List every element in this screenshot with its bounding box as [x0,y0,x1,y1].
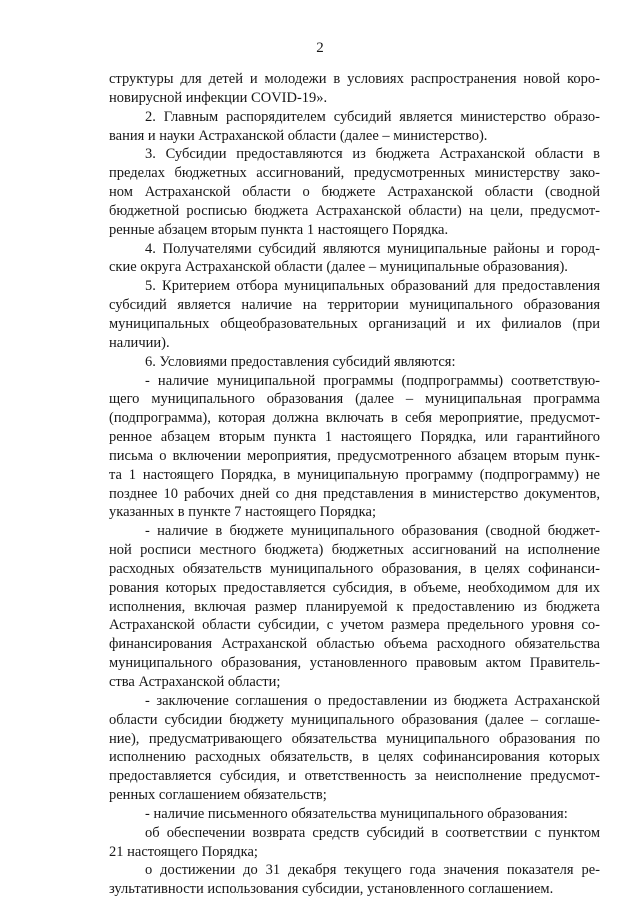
text-line: Астраханской области субсидии, с учетом размера предельного уровня со- [109,617,600,634]
text-line: муниципальных общеобразовательных организаций и их филиалов (при [109,315,600,332]
text-line: та 1 настоящего Порядка, в муниципальную программу (подпрограмму) не [109,466,600,483]
text-line: об обеспечении возврата средств субсидий в соответствии с пунктом [145,824,600,841]
text-line: (подпрограмма), которая должна включать в себя мероприятие, предусмот- [109,410,600,427]
text-line: ренные абзацем вторым пункта 1 настоящего Порядка. [109,221,449,238]
text-line: 3. Субсидии предоставляются из бюджета Астраханской области в [145,146,600,163]
text-line: ские округа Астраханской области (далее – муниципальные образования). [109,259,568,276]
text-line: щего муниципального образования (далее – муниципальная программа [109,391,600,408]
text-line: структуры для детей и молодежи в условиях распространения новой коро- [109,71,600,87]
text-line: 6. Условиями предоставления субсидий являются: [145,353,456,370]
text-line: вания и науки Астраханской области (далее – министерство). [109,127,488,144]
text-line: о достижении до 31 декабря текущего года значения показателя ре- [145,862,600,879]
text-line: 5. Критерием отбора муниципальных образований для предоставления [145,278,600,295]
text-line: указанных в пункте 7 настоящего Порядка; [109,504,376,521]
text-line: области субсидии бюджету муниципального образования (далее – соглаше- [109,711,600,728]
text-line: ние), предусматривающего обязательства муниципального образования по [109,730,600,747]
text-line: 4. Получателями субсидий являются муниципальные районы и город- [145,240,600,257]
text-line: зультативности использования субсидии, установленного соглашением. [109,881,554,898]
text-line: позднее 10 рабочих дней со дня представления в министерство документов, [109,485,600,502]
text-line: ной росписи местного бюджета) бюджетных ассигнований на исполнение [109,542,600,559]
text-line: ренное абзацем вторым пункта 1 настоящего Порядка, или гарантийного [109,429,600,446]
text-line: - наличие муниципальной программы (подпрограммы) соответствую- [145,372,600,389]
text-line: бюджетной росписью бюджета Астраханской области) на цели, предусмот- [109,202,600,219]
text-line: субсидий является наличие на территории муниципального образования [109,297,600,314]
text-line: 21 настоящего Порядка; [109,843,258,860]
text-line: пределах бюджетных ассигнований, предусмотренных министерству зако- [109,165,600,182]
text-line: ства Астраханской области; [109,674,281,690]
text-line: - наличие письменного обязательства муниципального образования: [145,805,568,822]
text-line: рования которых предоставляется субсидия, в объеме, необходимом для их [109,579,600,596]
text-line: расходных обязательств муниципального образования, в целях софинанси- [109,560,600,577]
text-line: финансирования Астраханской областью объема расходного обязательства [109,636,600,653]
document-body [109,70,600,899]
text-line: исполнения, включая размер планируемой к предоставлению из бюджета [109,598,600,615]
text-line: 2. Главным распорядителем субсидий является министерство образо- [145,108,600,125]
text-line: предоставляется субсидия, и ответственность за неисполнение предусмот- [109,768,600,785]
text-line: новирусной инфекции COVID-19». [109,89,328,106]
text-line: исполнению расходных обязательств, в целях софинансирования которых [109,749,600,766]
text-line: - заключение соглашения о предоставлении из бюджета Астраханской [145,692,600,709]
text-line: письма о включении мероприятия, предусмотренного абзацем вторым пунк- [109,447,600,464]
page-number: 2 [316,40,324,56]
text-line: наличии). [109,334,170,351]
text-line: - наличие в бюджете муниципального образования (сводной бюджет- [145,523,600,540]
text-line: ренных соглашением обязательств; [109,787,327,804]
text-line: ном Астраханской области о бюджете Астраханской области (сводной [109,184,600,201]
text-line: муниципального образования, установленного правовым актом Правитель- [109,655,600,672]
